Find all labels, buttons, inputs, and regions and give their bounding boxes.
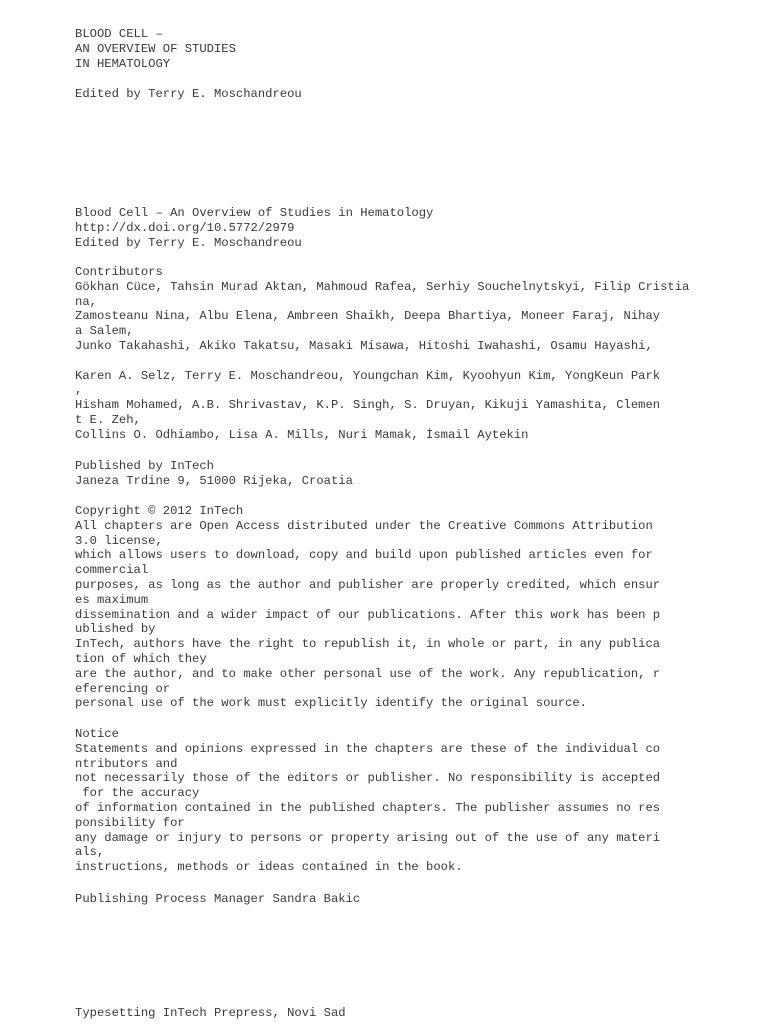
contributors-line: Junko Takahashi, Akiko Takatsu, Masaki Misawa, Hitoshi Iwahashi, Osamu Hayashi, xyxy=(75,338,653,353)
copyright-line: es maximum xyxy=(75,592,149,607)
notice-line: not necessarily those of the editors or publisher. No responsibility is accepted xyxy=(75,771,661,786)
notice-line: als, xyxy=(75,845,105,860)
copyright-heading: Copyright © 2012 InTech xyxy=(75,504,244,518)
publisher-address: Janeza Trdine 9, 51000 Rijeka, Croatia xyxy=(75,473,353,488)
doi-link: http://dx.doi.org/10.5772/2979 xyxy=(75,220,295,235)
notice-line: of information contained in the published chapters. The publisher assumes no res xyxy=(75,800,661,815)
process-manager-block xyxy=(75,892,735,907)
notice-line: ntributors and xyxy=(75,756,178,771)
notice-heading: Notice xyxy=(75,727,119,741)
copyright-line: personal use of the work must explicitly identify the original source. xyxy=(75,696,587,711)
notice-block xyxy=(75,727,735,875)
publisher-block xyxy=(75,459,735,489)
process-manager-line: Publishing Process Manager Sandra Bakic xyxy=(75,892,361,906)
copyright-line: purposes, as long as the author and publisher are properly credited, which ensur xyxy=(75,577,661,592)
contributors-line: Collins O. Odhiambo, Lisa A. Mills, Nuri Mamak, İsmail Aytekin xyxy=(75,427,529,442)
notice-line: for the accuracy xyxy=(75,786,200,801)
contributors-line: na, xyxy=(75,294,97,309)
copyright-line: 3.0 license, xyxy=(75,533,163,548)
book-title-line: IN HEMATOLOGY xyxy=(75,56,171,71)
contributors-line: Zamosteanu Nina, Albu Elena, Ambreen Shaikh, Deepa Bhartiya, Moneer Faraj, Nihay xyxy=(75,309,661,324)
book-info-block xyxy=(75,206,735,250)
contributors-line: Gökhan Cüce, Tahsin Murad Aktan, Mahmoud Rafea, Serhiy Souchelnytskyi, Filip Cristia xyxy=(75,279,690,294)
copyright-line: InTech, authors have the right to republish it, in whole or part, in any publica xyxy=(75,637,661,652)
copyright-line: are the author, and to make other personal use of the work. Any republication, r xyxy=(75,666,661,681)
copyright-block xyxy=(75,504,735,711)
contributors-line: , xyxy=(75,383,83,398)
copyright-line: dissemination and a wider impact of our publications. After this work has been p xyxy=(75,607,661,622)
copyright-line: tion of which they xyxy=(75,651,207,666)
contributors-line: t E. Zeh, xyxy=(75,412,141,427)
book-info-title: Blood Cell – An Overview of Studies in Hematology xyxy=(75,206,434,220)
copyright-line: All chapters are Open Access distributed under the Creative Commons Attribution xyxy=(75,518,653,533)
contributors-heading: Contributors xyxy=(75,265,163,279)
typesetting-block xyxy=(75,1006,735,1021)
notice-line: any damage or injury to persons or property arising out of the use of any materi xyxy=(75,830,661,845)
contributors-line: a Salem, xyxy=(75,324,134,339)
book-title-block xyxy=(75,27,735,71)
contributors-line: Hisham Mohamed, A.B. Shrivastav, K.P. Singh, S. Druyan, Kikuji Yamashita, Clemen xyxy=(75,398,661,413)
contributors-block xyxy=(75,265,735,443)
copyright-line: commercial xyxy=(75,563,149,578)
notice-line: ponsibility for xyxy=(75,815,185,830)
book-info-editor: Edited by Terry E. Moschandreou xyxy=(75,235,302,250)
copyright-line: ublished by xyxy=(75,622,156,637)
editor-line: Edited by Terry E. Moschandreou xyxy=(75,87,302,101)
publisher-name: Published by InTech xyxy=(75,459,214,473)
typesetting-line: Typesetting InTech Prepress, Novi Sad xyxy=(75,1006,346,1020)
contributors-line: Karen A. Selz, Terry E. Moschandreou, Youngchan Kim, Kyoohyun Kim, YongKeun Park xyxy=(75,368,661,383)
notice-line: Statements and opinions expressed in the chapters are these of the individual co xyxy=(75,741,661,756)
copyright-line: which allows users to download, copy and build upon published articles even for xyxy=(75,548,653,563)
editor-line-block xyxy=(75,87,735,102)
notice-line: instructions, methods or ideas contained in the book. xyxy=(75,860,463,875)
contributors-line xyxy=(75,354,735,369)
book-title-line: BLOOD CELL – xyxy=(75,27,163,41)
copyright-line: eferencing or xyxy=(75,681,171,696)
book-title-line: AN OVERVIEW OF STUDIES xyxy=(75,41,236,56)
